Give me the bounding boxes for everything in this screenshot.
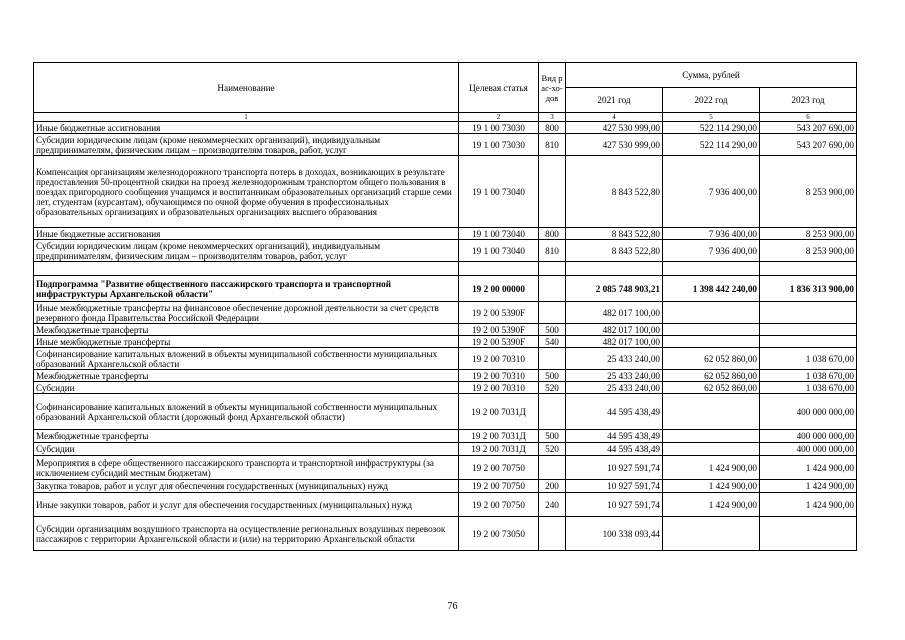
table-row — [34, 122, 857, 134]
row-code: 19 2 00 70310 — [459, 370, 539, 382]
header-year-2021: 2021 год — [566, 88, 663, 113]
table-row — [34, 370, 857, 382]
row-amount-2021: 100 338 093,44 — [566, 517, 663, 551]
row-expense-type — [539, 262, 566, 276]
row-amount-2022: 62 052 860,00 — [663, 370, 760, 382]
table-row — [34, 517, 857, 551]
row-amount-2021 — [566, 262, 663, 276]
table-row — [34, 456, 857, 480]
row-amount-2021: 8 843 522,80 — [566, 228, 663, 240]
row-name: Межбюджетные трансферты — [34, 370, 459, 382]
row-amount-2022 — [663, 324, 760, 336]
header-year-2022: 2022 год — [663, 88, 760, 113]
row-amount-2021: 25 433 240,00 — [566, 382, 663, 394]
row-amount-2021: 44 595 438,49 — [566, 394, 663, 430]
row-amount-2022 — [663, 517, 760, 551]
table-row — [34, 382, 857, 394]
table-row — [34, 348, 857, 370]
row-expense-type — [539, 276, 566, 302]
row-amount-2021: 10 927 591,74 — [566, 480, 663, 493]
row-name — [34, 262, 459, 276]
row-amount-2021: 427 530 999,00 — [566, 134, 663, 156]
row-code: 19 2 00 70750 — [459, 493, 539, 517]
column-number: 6 — [760, 113, 857, 122]
row-name: Софинансирование капитальных вложений в объекты муниципальной собственности муниципальных образований Архангельской области (дорожный фонд Архангельской области) — [34, 394, 459, 430]
row-code: 19 2 00 73050 — [459, 517, 539, 551]
row-amount-2023: 1 836 313 900,00 — [760, 276, 857, 302]
header-expense-type: Вид рас-хо-дов — [539, 63, 566, 113]
row-amount-2023: 8 253 900,00 — [760, 240, 857, 262]
row-name: Закупка товаров, работ и услуг для обеспечения государственных (муниципальных) нужд — [34, 480, 459, 493]
row-expense-type — [539, 456, 566, 480]
row-amount-2022: 1 424 900,00 — [663, 480, 760, 493]
row-amount-2022: 1 424 900,00 — [663, 493, 760, 517]
table-row — [34, 228, 857, 240]
table-row — [34, 324, 857, 336]
row-expense-type: 500 — [539, 370, 566, 382]
column-number: 3 — [539, 113, 566, 122]
row-code — [459, 262, 539, 276]
row-expense-type — [539, 156, 566, 228]
row-amount-2022: 1 398 442 240,00 — [663, 276, 760, 302]
header-row — [34, 63, 857, 88]
row-amount-2022: 1 424 900,00 — [663, 456, 760, 480]
row-code: 19 2 00 70310 — [459, 382, 539, 394]
row-code: 19 2 00 7031Д — [459, 394, 539, 430]
column-number: 1 — [34, 113, 459, 122]
row-name: Софинансирование капитальных вложений в объекты муниципальной собственности муниципальных образований Архангельской области — [34, 348, 459, 370]
row-amount-2022: 62 052 860,00 — [663, 382, 760, 394]
row-amount-2023: 1 038 670,00 — [760, 382, 857, 394]
row-amount-2022: 522 114 290,00 — [663, 122, 760, 134]
row-expense-type: 240 — [539, 493, 566, 517]
table-row — [34, 480, 857, 493]
row-amount-2022: 522 114 290,00 — [663, 134, 760, 156]
row-amount-2023: 1 424 900,00 — [760, 493, 857, 517]
row-amount-2021: 25 433 240,00 — [566, 348, 663, 370]
row-amount-2023 — [760, 517, 857, 551]
row-amount-2023: 8 253 900,00 — [760, 156, 857, 228]
row-amount-2023: 1 424 900,00 — [760, 480, 857, 493]
row-code: 19 2 00 5390F — [459, 324, 539, 336]
row-expense-type: 500 — [539, 430, 566, 443]
table-row — [34, 302, 857, 324]
row-expense-type: 800 — [539, 228, 566, 240]
row-amount-2022: 7 936 400,00 — [663, 228, 760, 240]
table-row — [34, 276, 857, 302]
column-number: 2 — [459, 113, 539, 122]
row-code: 19 1 00 73030 — [459, 122, 539, 134]
table-row — [34, 240, 857, 262]
table-row — [34, 336, 857, 348]
row-amount-2023: 1 038 670,00 — [760, 370, 857, 382]
row-amount-2023: 543 207 690,00 — [760, 122, 857, 134]
row-name: Субсидии организациям воздушного транспорта на осуществление региональных воздушных перевозок пассажиров с территории Архангельской области и (или) на территорию Архангельской области — [34, 517, 459, 551]
row-code: 19 2 00 5390F — [459, 336, 539, 348]
table-row — [34, 394, 857, 430]
row-amount-2021: 8 843 522,80 — [566, 240, 663, 262]
row-name: Иные межбюджетные трансферты на финансовое обеспечение дорожной деятельности за счет средств резервного фонда Правительства Российской Федерации — [34, 302, 459, 324]
row-expense-type: 520 — [539, 443, 566, 456]
row-amount-2023: 1 424 900,00 — [760, 456, 857, 480]
row-expense-type — [539, 348, 566, 370]
row-amount-2023 — [760, 336, 857, 348]
header-name: Наименование — [34, 63, 459, 113]
row-code: 19 1 00 73040 — [459, 228, 539, 240]
row-name: Иные межбюджетные трансферты — [34, 336, 459, 348]
table-row — [34, 156, 857, 228]
row-expense-type — [539, 302, 566, 324]
row-name: Подпрограмма "Развитие общественного пассажирского транспорта и транспортной инфраструктуры Архангельской области" — [34, 276, 459, 302]
row-expense-type: 810 — [539, 240, 566, 262]
row-code: 19 2 00 7031Д — [459, 443, 539, 456]
row-code: 19 1 00 73040 — [459, 240, 539, 262]
row-code: 19 2 00 00000 — [459, 276, 539, 302]
budget-table — [33, 62, 857, 551]
row-amount-2021: 10 927 591,74 — [566, 456, 663, 480]
row-code: 19 2 00 70750 — [459, 456, 539, 480]
table-row — [34, 443, 857, 456]
row-name: Субсидии — [34, 443, 459, 456]
row-amount-2021: 44 595 438,49 — [566, 430, 663, 443]
page-number: 76 — [447, 601, 458, 612]
table-row — [34, 430, 857, 443]
row-amount-2023 — [760, 324, 857, 336]
row-amount-2021: 482 017 100,00 — [566, 324, 663, 336]
row-name: Компенсация организациям железнодорожного транспорта потерь в доходах, возникающих в результате предоставления 50-процентной скидки на проезд железнодорожным транспортом общего пользования в поездах пригородного сообщения учащимся и воспитанникам образовательных организаций старше семи лет, студентам (курсантам), обучающимся по очной форме обучения в профессиональных образовательных организациях и образовательных организациях высшего образования — [34, 156, 459, 228]
row-amount-2023: 8 253 900,00 — [760, 228, 857, 240]
row-amount-2021: 10 927 591,74 — [566, 493, 663, 517]
row-name: Межбюджетные трансферты — [34, 430, 459, 443]
row-amount-2021: 427 530 999,00 — [566, 122, 663, 134]
row-expense-type: 520 — [539, 382, 566, 394]
row-amount-2021: 8 843 522,80 — [566, 156, 663, 228]
row-amount-2022 — [663, 336, 760, 348]
row-amount-2023: 1 038 670,00 — [760, 348, 857, 370]
row-name: Субсидии — [34, 382, 459, 394]
row-expense-type — [539, 394, 566, 430]
row-amount-2022: 62 052 860,00 — [663, 348, 760, 370]
row-amount-2022 — [663, 430, 760, 443]
column-number: 4 — [566, 113, 663, 122]
row-code: 19 2 00 70310 — [459, 348, 539, 370]
row-expense-type: 800 — [539, 122, 566, 134]
row-name: Иные бюджетные ассигнования — [34, 122, 459, 134]
header-year-2023: 2023 год — [760, 88, 857, 113]
row-expense-type: 540 — [539, 336, 566, 348]
row-name: Субсидии юридическим лицам (кроме некоммерческих организаций), индивидуальным предпринимателям, физическим лицам – производителям товаров, работ, услуг — [34, 240, 459, 262]
row-expense-type: 200 — [539, 480, 566, 493]
header-amount: Сумма, рублей — [566, 63, 857, 88]
table-row — [34, 262, 857, 276]
row-name: Иные закупки товаров, работ и услуг для обеспечения государственных (муниципальных) нужд — [34, 493, 459, 517]
table-row — [34, 134, 857, 156]
row-expense-type: 810 — [539, 134, 566, 156]
row-expense-type: 500 — [539, 324, 566, 336]
row-code: 19 1 00 73040 — [459, 156, 539, 228]
row-name: Субсидии юридическим лицам (кроме некоммерческих организаций), индивидуальным предпринимателям, физическим лицам – производителям товаров, работ, услуг — [34, 134, 459, 156]
row-amount-2023: 400 000 000,00 — [760, 394, 857, 430]
row-name: Межбюджетные трансферты — [34, 324, 459, 336]
row-amount-2022 — [663, 262, 760, 276]
row-amount-2022: 7 936 400,00 — [663, 240, 760, 262]
row-amount-2021: 482 017 100,00 — [566, 302, 663, 324]
row-name: Мероприятия в сфере общественного пассажирского транспорта и транспортной инфраструктуры (за исключением субсидий местным бюджетам) — [34, 456, 459, 480]
row-amount-2023: 543 207 690,00 — [760, 134, 857, 156]
row-amount-2023: 400 000 000,00 — [760, 430, 857, 443]
row-code: 19 2 00 5390F — [459, 302, 539, 324]
row-code: 19 1 00 73030 — [459, 134, 539, 156]
row-name: Иные бюджетные ассигнования — [34, 228, 459, 240]
row-amount-2022: 7 936 400,00 — [663, 156, 760, 228]
row-amount-2021: 482 017 100,00 — [566, 336, 663, 348]
row-amount-2023 — [760, 302, 857, 324]
row-amount-2021: 44 595 438,49 — [566, 443, 663, 456]
row-amount-2022 — [663, 302, 760, 324]
row-amount-2021: 25 433 240,00 — [566, 370, 663, 382]
column-number: 5 — [663, 113, 760, 122]
table-row — [34, 493, 857, 517]
row-amount-2023: 400 000 000,00 — [760, 443, 857, 456]
row-code: 19 2 00 70750 — [459, 480, 539, 493]
row-amount-2022 — [663, 394, 760, 430]
row-amount-2022 — [663, 443, 760, 456]
row-amount-2021: 2 085 748 903,21 — [566, 276, 663, 302]
row-amount-2023 — [760, 262, 857, 276]
header-target-article: Целевая статья — [459, 63, 539, 113]
column-number-row — [34, 113, 857, 122]
row-code: 19 2 00 7031Д — [459, 430, 539, 443]
row-expense-type — [539, 517, 566, 551]
